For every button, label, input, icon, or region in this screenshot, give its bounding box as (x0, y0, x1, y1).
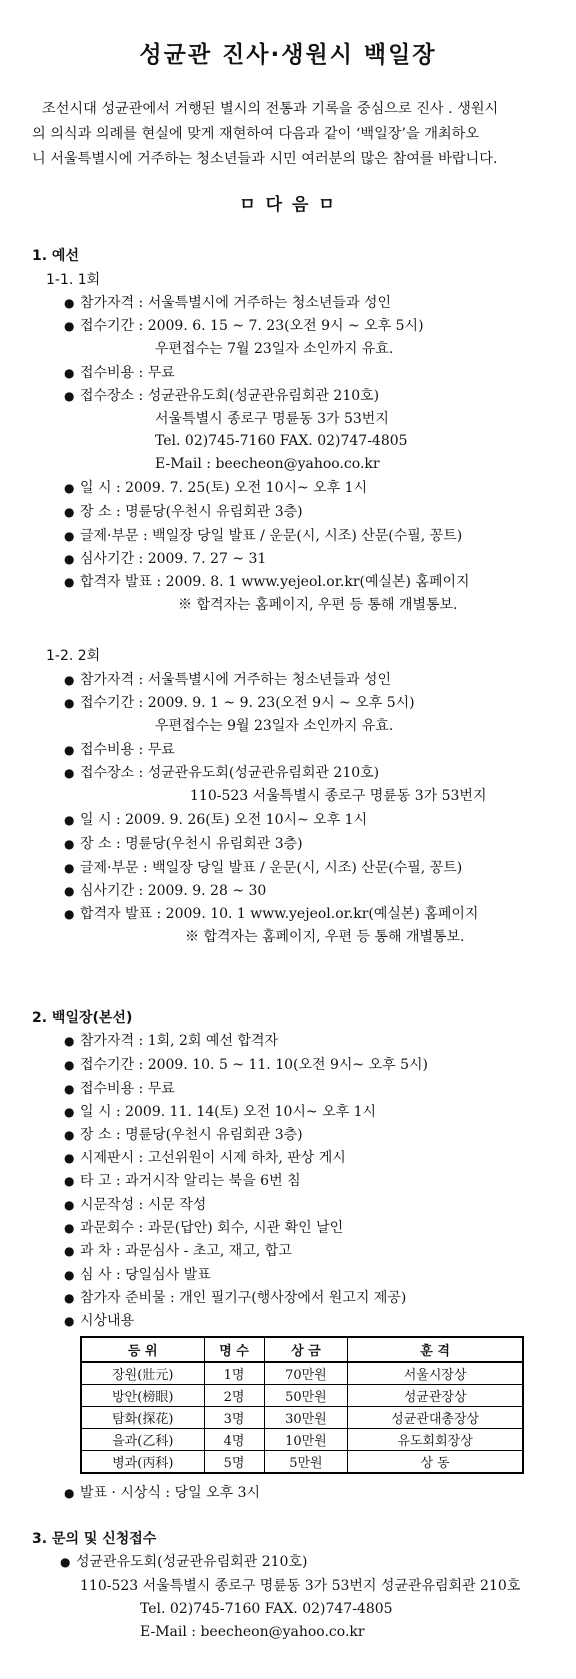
list-item: 참가자격 : 서울특별시에 거주하는 청소년들과 성인 (80, 672, 391, 688)
table-row (81, 1429, 523, 1451)
section-divider-heading: ㅁ 다 음 ㅁ (239, 195, 337, 215)
list-item: 심사기간 : 2009. 9. 28 ~ 30 (80, 883, 267, 899)
bullet-icon: ● (64, 743, 75, 757)
table-cell: 방안(榜眼) (81, 1385, 204, 1407)
table-cell: 유도회회장상 (348, 1429, 523, 1451)
bullet-icon: ● (64, 319, 75, 333)
table-cell: 30만원 (264, 1407, 348, 1429)
bullet-icon: ● (64, 389, 75, 403)
bullet-icon: ● (64, 766, 75, 780)
contact-phone: Tel. 02)745-7160 FAX. 02)747-4805 (140, 1601, 393, 1617)
list-item: 심사기간 : 2009. 7. 27 ~ 31 (80, 551, 267, 567)
list-item-continuation: 110-523 서울특별시 종로구 명륜동 3가 53번지 (190, 788, 487, 804)
table-cell: 70만원 (264, 1362, 348, 1385)
bullet-icon: ● (64, 1151, 75, 1165)
table-row (81, 1362, 523, 1385)
table-header-cell: 상 금 (264, 1337, 348, 1362)
bullet-icon: ● (64, 907, 75, 921)
list-item-continuation: E-Mail : beecheon@yahoo.co.kr (155, 456, 380, 472)
table-cell: 장원(壯元) (81, 1362, 204, 1385)
prize-table (80, 1336, 524, 1474)
list-item: 접수기간 : 2009. 10. 5 ~ 11. 10(오전 9시~ 오후 5시) (80, 1057, 428, 1073)
table-cell: 1명 (204, 1362, 264, 1385)
list-item: 참가자격 : 1회, 2회 예선 합격자 (80, 1033, 278, 1049)
bullet-icon: ● (64, 481, 75, 495)
list-item: 과문회수 : 과문(답안) 회수, 시관 확인 날인 (80, 1220, 344, 1236)
bullet-icon: ● (64, 1314, 75, 1328)
list-item: 합격자 발표 : 2009. 10. 1 www.yejeol.or.kr(예실본) 홈페이지 (80, 906, 479, 922)
list-item: 글제·부문 : 백일장 당일 발표 / 운문(시, 시조) 산문(수필, 꽁트) (80, 860, 463, 876)
bullet-icon: ● (64, 813, 75, 827)
list-item-continuation: Tel. 02)745-7160 FAX. 02)747-4805 (155, 433, 408, 449)
bullet-icon: ● (64, 1221, 75, 1235)
round-2-label: 1-2. 2회 (46, 648, 101, 664)
table-cell: 상 동 (348, 1451, 523, 1474)
bullet-icon: ● (64, 1291, 75, 1305)
bullet-icon: ● (64, 673, 75, 687)
list-item: 타 고 : 과거시작 알리는 북을 6번 침 (80, 1173, 301, 1189)
bullet-icon: ● (64, 1105, 75, 1119)
table-header-cell: 등 위 (81, 1337, 204, 1362)
list-item: 접수비용 : 무료 (80, 1081, 175, 1097)
table-cell: 탐화(探花) (81, 1407, 204, 1429)
list-item: 접수비용 : 무료 (80, 365, 175, 381)
section-2-heading: 2. 백일장(본선) (32, 1010, 133, 1026)
bullet-icon: ● (60, 1555, 71, 1569)
table-row (81, 1451, 523, 1474)
table-cell: 을과(乙科) (81, 1429, 204, 1451)
bullet-icon: ● (64, 884, 75, 898)
list-item-continuation: 우편접수는 7월 23일자 소인까지 유효. (155, 341, 394, 357)
bullet-icon: ● (64, 1244, 75, 1258)
round-1-label: 1-1. 1회 (46, 272, 101, 288)
bullet-icon: ● (64, 1174, 75, 1188)
table-cell: 성균관장상 (348, 1385, 523, 1407)
table-header-cell: 훈 격 (348, 1337, 523, 1362)
note-text: ※ 합격자는 홈페이지, 우편 등 통해 개별통보. (185, 929, 465, 945)
bullet-icon: ● (64, 552, 75, 566)
list-item: 일 시 : 2009. 11. 14(토) 오전 10시~ 오후 1시 (80, 1104, 377, 1120)
intro-line: 의 의식과 의례를 현실에 맞게 재현하여 다음과 같이 ‘백일장’을 개최하오 (32, 126, 480, 142)
bullet-icon: ● (64, 505, 75, 519)
table-header-cell: 명 수 (204, 1337, 264, 1362)
bullet-icon: ● (64, 1486, 75, 1500)
list-item: 일 시 : 2009. 7. 25(토) 오전 10시~ 오후 1시 (80, 480, 368, 496)
list-item-continuation: 우편접수는 9월 23일자 소인까지 유효. (155, 718, 394, 734)
list-item: 참가자격 : 서울특별시에 거주하는 청소년들과 성인 (80, 295, 391, 311)
list-item: 시상내용 (80, 1313, 135, 1329)
table-cell: 50만원 (264, 1385, 348, 1407)
list-item: 일 시 : 2009. 9. 26(토) 오전 10시~ 오후 1시 (80, 812, 368, 828)
bullet-icon: ● (64, 575, 75, 589)
table-row (81, 1407, 523, 1429)
table-cell: 4명 (204, 1429, 264, 1451)
intro-line: 니 서울특별시에 거주하는 청소년들과 시민 여러분의 많은 참여를 바랍니다. (32, 151, 498, 167)
list-item: 접수비용 : 무료 (80, 742, 175, 758)
list-item: 장 소 : 명륜당(우천시 유림회관 3층) (80, 1127, 303, 1143)
section-1-heading: 1. 예선 (32, 248, 79, 264)
note-text: ※ 합격자는 홈페이지, 우편 등 통해 개별통보. (178, 597, 458, 613)
table-cell: 10만원 (264, 1429, 348, 1451)
table-cell: 서울시장상 (348, 1362, 523, 1385)
list-item: 장 소 : 명륜당(우천시 유림회관 3층) (80, 836, 303, 852)
bullet-icon: ● (64, 529, 75, 543)
table-cell: 5명 (204, 1451, 264, 1474)
list-item: 시제판시 : 고선위원이 시제 하차, 판상 게시 (80, 1150, 346, 1166)
table-cell: 2명 (204, 1385, 264, 1407)
bullet-icon: ● (64, 1082, 75, 1096)
section-3-heading: 3. 문의 및 신청접수 (32, 1531, 157, 1547)
list-item: 접수장소 : 성균관유도회(성균관유림회관 210호) (80, 765, 380, 781)
bullet-icon: ● (64, 1268, 75, 1282)
list-item: 접수기간 : 2009. 6. 15 ~ 7. 23(오전 9시 ~ 오후 5시) (80, 318, 424, 334)
table-cell: 병과(丙科) (81, 1451, 204, 1474)
list-item: 접수장소 : 성균관유도회(성균관유림회관 210호) (80, 388, 380, 404)
list-item: 장 소 : 명륜당(우천시 유림회관 3층) (80, 504, 303, 520)
list-item: 글제·부문 : 백일장 당일 발표 / 운문(시, 시조) 산문(수필, 꽁트) (80, 528, 463, 544)
table-header-row (81, 1337, 523, 1362)
bullet-icon: ● (64, 296, 75, 310)
list-item: 합격자 발표 : 2009. 8. 1 www.yejeol.or.kr(예실본) 홈페이지 (80, 574, 470, 590)
intro-line: 조선시대 성균관에서 거행된 별시의 전통과 기록을 중심으로 진사 . 생원시 (42, 101, 499, 117)
list-item: 접수기간 : 2009. 9. 1 ~ 9. 23(오전 9시 ~ 오후 5시) (80, 695, 415, 711)
intro-paragraph (32, 97, 552, 172)
bullet-icon: ● (64, 366, 75, 380)
contact-email: E-Mail : beecheon@yahoo.co.kr (140, 1624, 365, 1640)
table-cell: 3명 (204, 1407, 264, 1429)
table-row (81, 1385, 523, 1407)
bullet-icon: ● (64, 861, 75, 875)
bullet-icon: ● (64, 1128, 75, 1142)
table-cell: 성균관대총장상 (348, 1407, 523, 1429)
list-item: 시문작성 : 시문 작성 (80, 1197, 207, 1213)
list-item-continuation: 서울특별시 종로구 명륜동 3가 53번지 (155, 411, 389, 427)
contact-address: 110-523 서울특별시 종로구 명륜동 3가 53번지 성균관유림회관 210호 (80, 1578, 521, 1594)
bullet-icon: ● (64, 1198, 75, 1212)
list-item: 심 사 : 당일심사 발표 (80, 1267, 211, 1283)
list-item: 발표 · 시상식 : 당일 오후 3시 (80, 1485, 261, 1501)
table-cell: 5만원 (264, 1451, 348, 1474)
bullet-icon: ● (64, 1058, 75, 1072)
bullet-icon: ● (64, 696, 75, 710)
list-item: 참가자 준비물 : 개인 필기구(행사장에서 원고지 제공) (80, 1290, 407, 1306)
list-item: 과 차 : 과문심사 - 초고, 재고, 합고 (80, 1243, 292, 1259)
list-item: 성균관유도회(성균관유림회관 210호) (76, 1554, 308, 1570)
bullet-icon: ● (64, 837, 75, 851)
document-title: 성균관 진사·생원시 백일장 (139, 42, 437, 68)
bullet-icon: ● (64, 1034, 75, 1048)
